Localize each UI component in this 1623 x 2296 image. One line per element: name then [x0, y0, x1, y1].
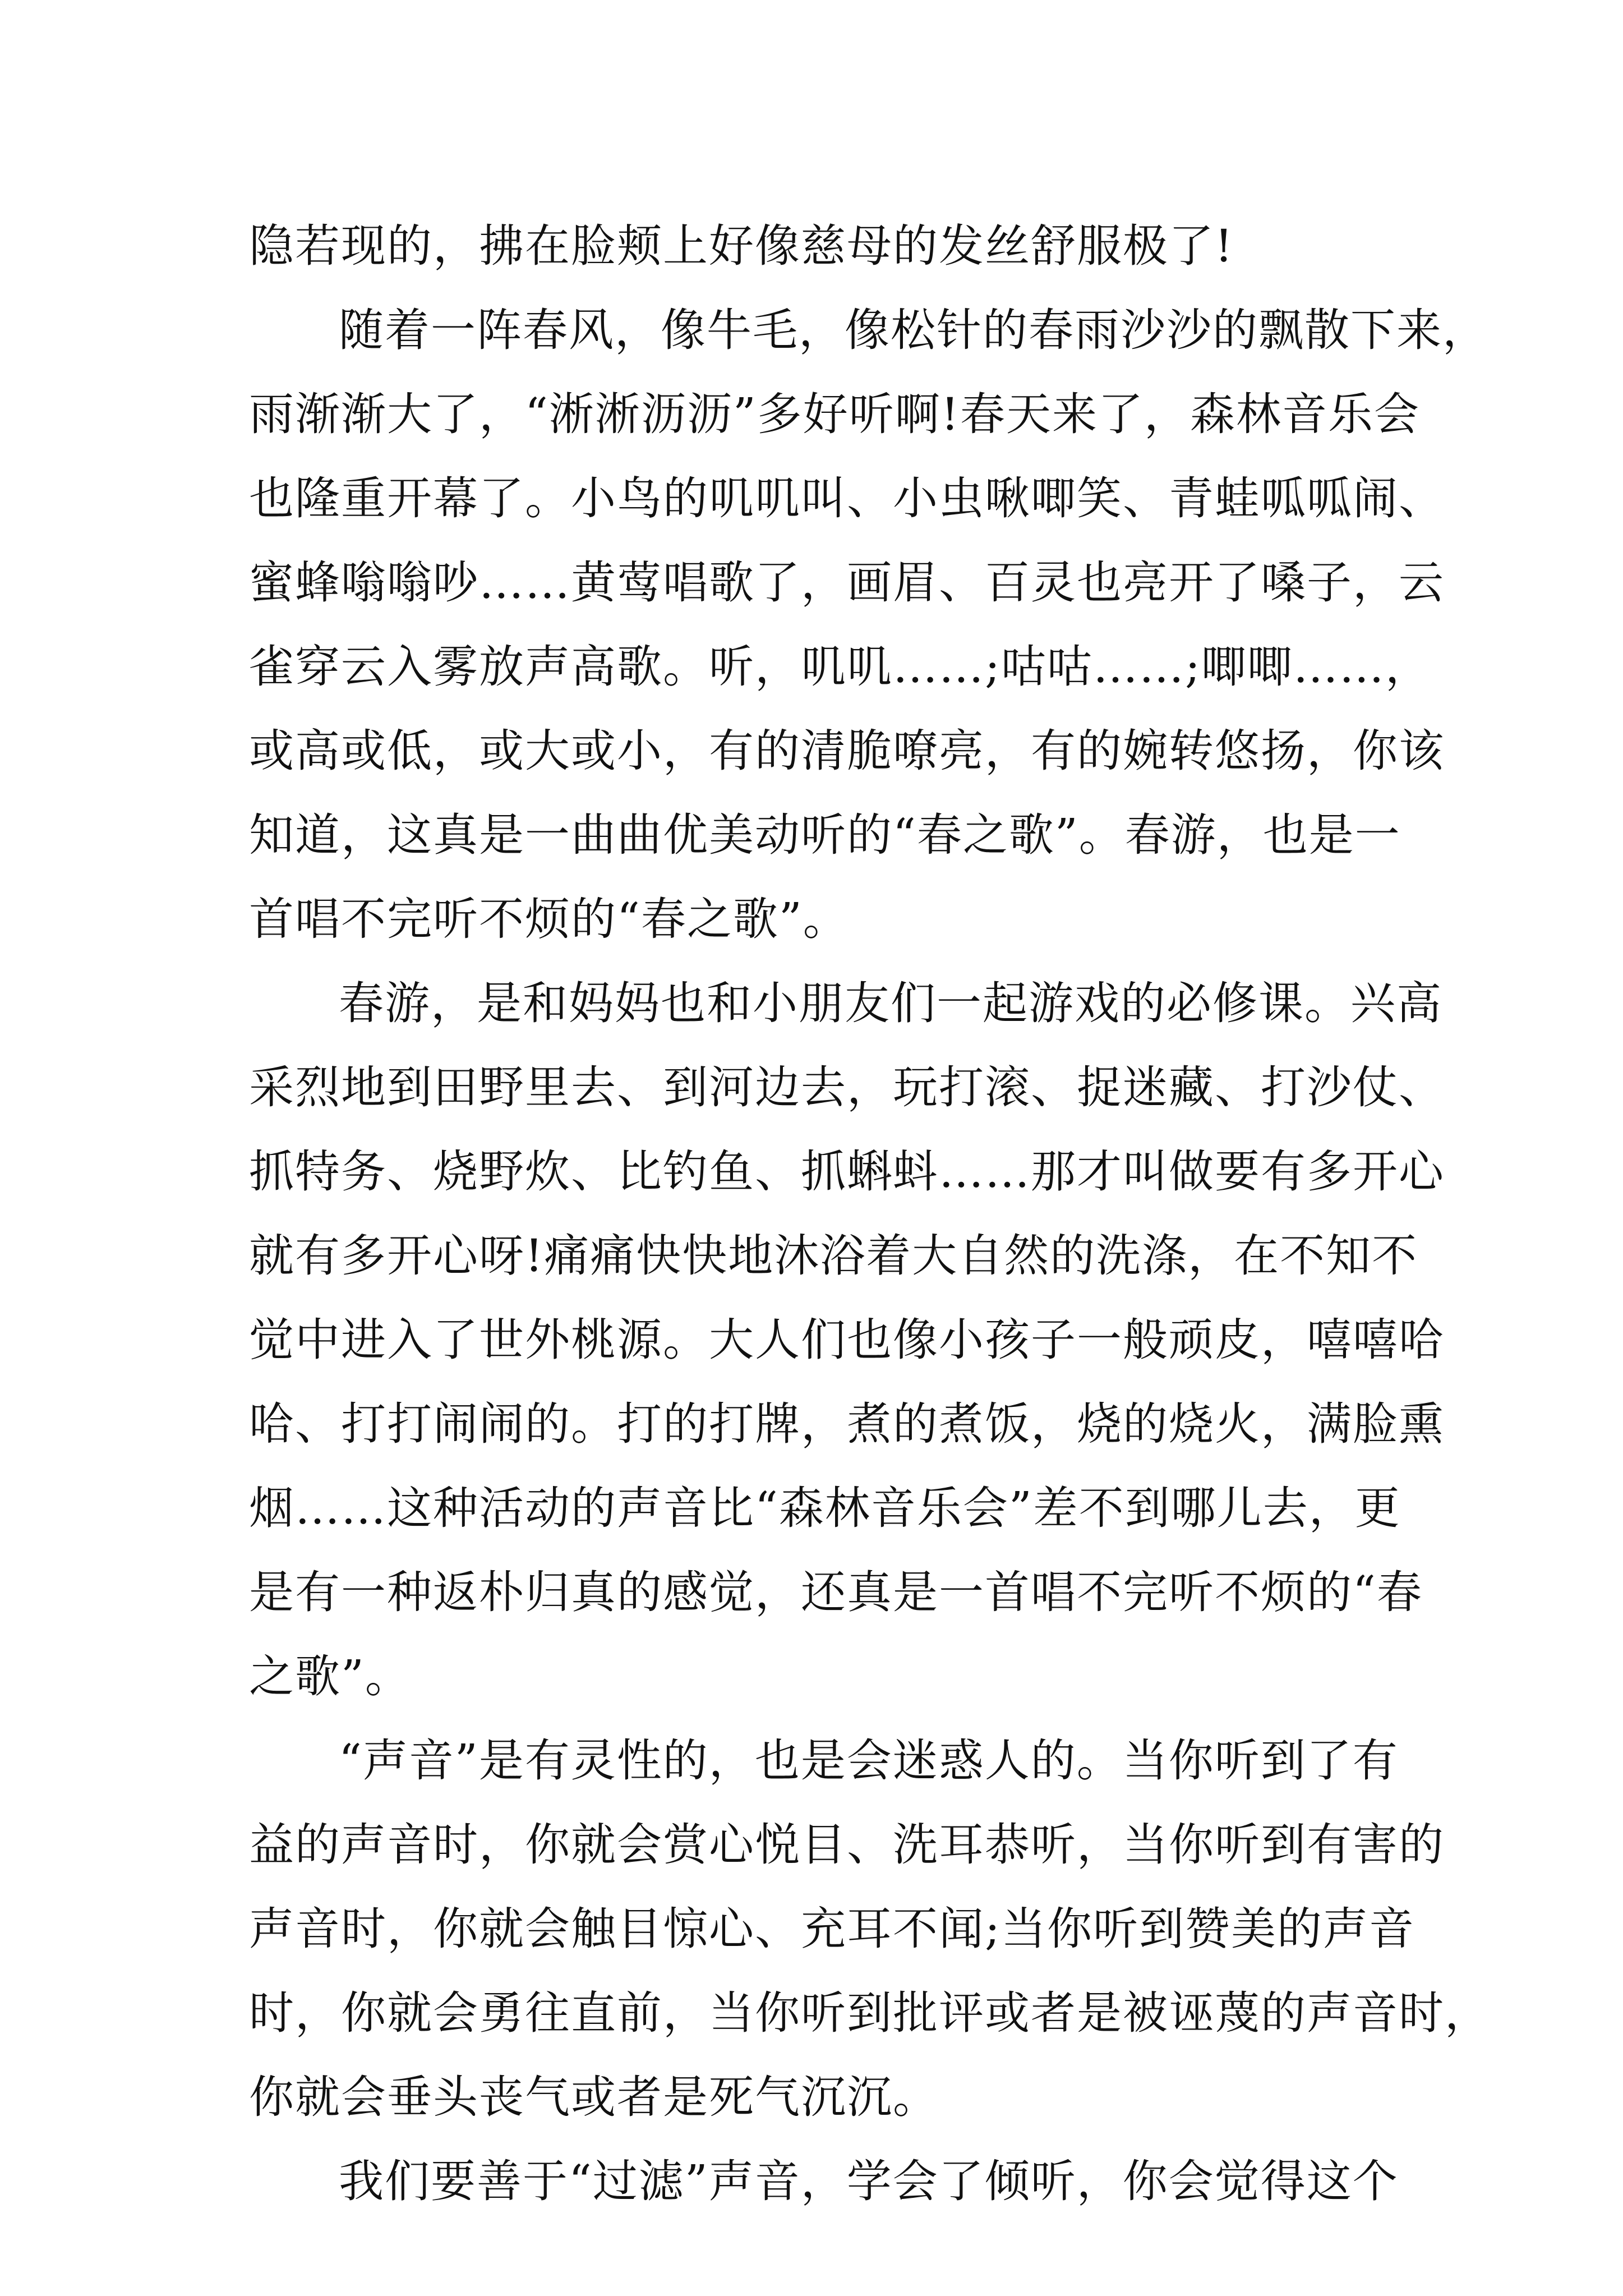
- body-text: [249, 204, 1491, 2224]
- text-line: 雨渐渐大了，“淅淅沥沥”多好听啊!春天来了，森林音乐会: [249, 388, 1420, 440]
- text-line: 首唱不完听不烦的“春之歌”。: [249, 893, 849, 945]
- text-line: 声音时，你就会触目惊心、充耳不闻;当你听到赞美的声音: [249, 1903, 1415, 1955]
- paragraph: [249, 2139, 1399, 2224]
- text-line: 时，你就会勇往直前，当你听到批评或者是被诬蔑的声音时，: [249, 1987, 1491, 2039]
- paragraph: [249, 204, 1376, 288]
- text-line: 雀穿云入雾放声高歌。听，叽叽……;咕咕……;唧唧……，: [249, 641, 1431, 693]
- paragraph: [249, 961, 1445, 1719]
- text-line: 或高或低，或大或小，有的清脆嘹亮，有的婉转悠扬，你该: [249, 725, 1445, 777]
- text-line: 益的声音时，你就会赏心悦目、洗耳恭听，当你听到有害的: [249, 1819, 1445, 1871]
- paragraph: [249, 1719, 1491, 2139]
- text-line: 就有多开心呀!痛痛快快地沐浴着大自然的洗涤，在不知不: [249, 1230, 1418, 1282]
- text-line: 烟……这种活动的声音比“森林音乐会”差不到哪儿去，更: [249, 1482, 1401, 1534]
- text-line: 抓特务、烧野炊、比钓鱼、抓蝌蚪……那才叫做要有多开心: [249, 1145, 1445, 1198]
- text-line: 哈、打打闹闹的。打的打牌，煮的煮饭，烧的烧火，满脸熏: [249, 1398, 1445, 1450]
- text-line: 蜜蜂嗡嗡吵……黄莺唱歌了，画眉、百灵也亮开了嗓子，云: [249, 556, 1445, 609]
- text-line: 也隆重开幕了。小鸟的叽叽叫、小虫啾唧笑、青蛙呱呱闹、: [249, 472, 1445, 524]
- text-line: 隐若现的，拂在脸颊上好像慈母的发丝舒服极了!: [249, 220, 1234, 272]
- paragraph: [249, 288, 1488, 961]
- text-line: 我们要善于“过滤”声音，学会了倾听，你会觉得这个: [339, 2155, 1399, 2207]
- text-line: 采烈地到田野里去、到河边去，玩打滚、捉迷藏、打沙仗、: [249, 1061, 1445, 1114]
- text-line: 之歌”。: [249, 1650, 411, 1703]
- text-line: 你就会垂头丧气或者是死气沉沉。: [249, 2071, 939, 2123]
- text-line: “声音”是有灵性的，也是会迷惑人的。当你听到了有: [339, 1734, 1399, 1787]
- text-line: 知道，这真是一曲曲优美动听的“春之歌”。春游，也是一: [249, 809, 1401, 861]
- text-line: 随着一阵春风，像牛毛，像松针的春雨沙沙的飘散下来，: [339, 304, 1488, 356]
- text-line: 觉中进入了世外桃源。大人们也像小孩子一般顽皮，嘻嘻哈: [249, 1314, 1445, 1366]
- text-line: 是有一种返朴归真的感觉，还真是一首唱不完听不烦的“春: [249, 1566, 1423, 1618]
- text-line: 春游，是和妈妈也和小朋友们一起游戏的必修课。兴高: [339, 977, 1442, 1029]
